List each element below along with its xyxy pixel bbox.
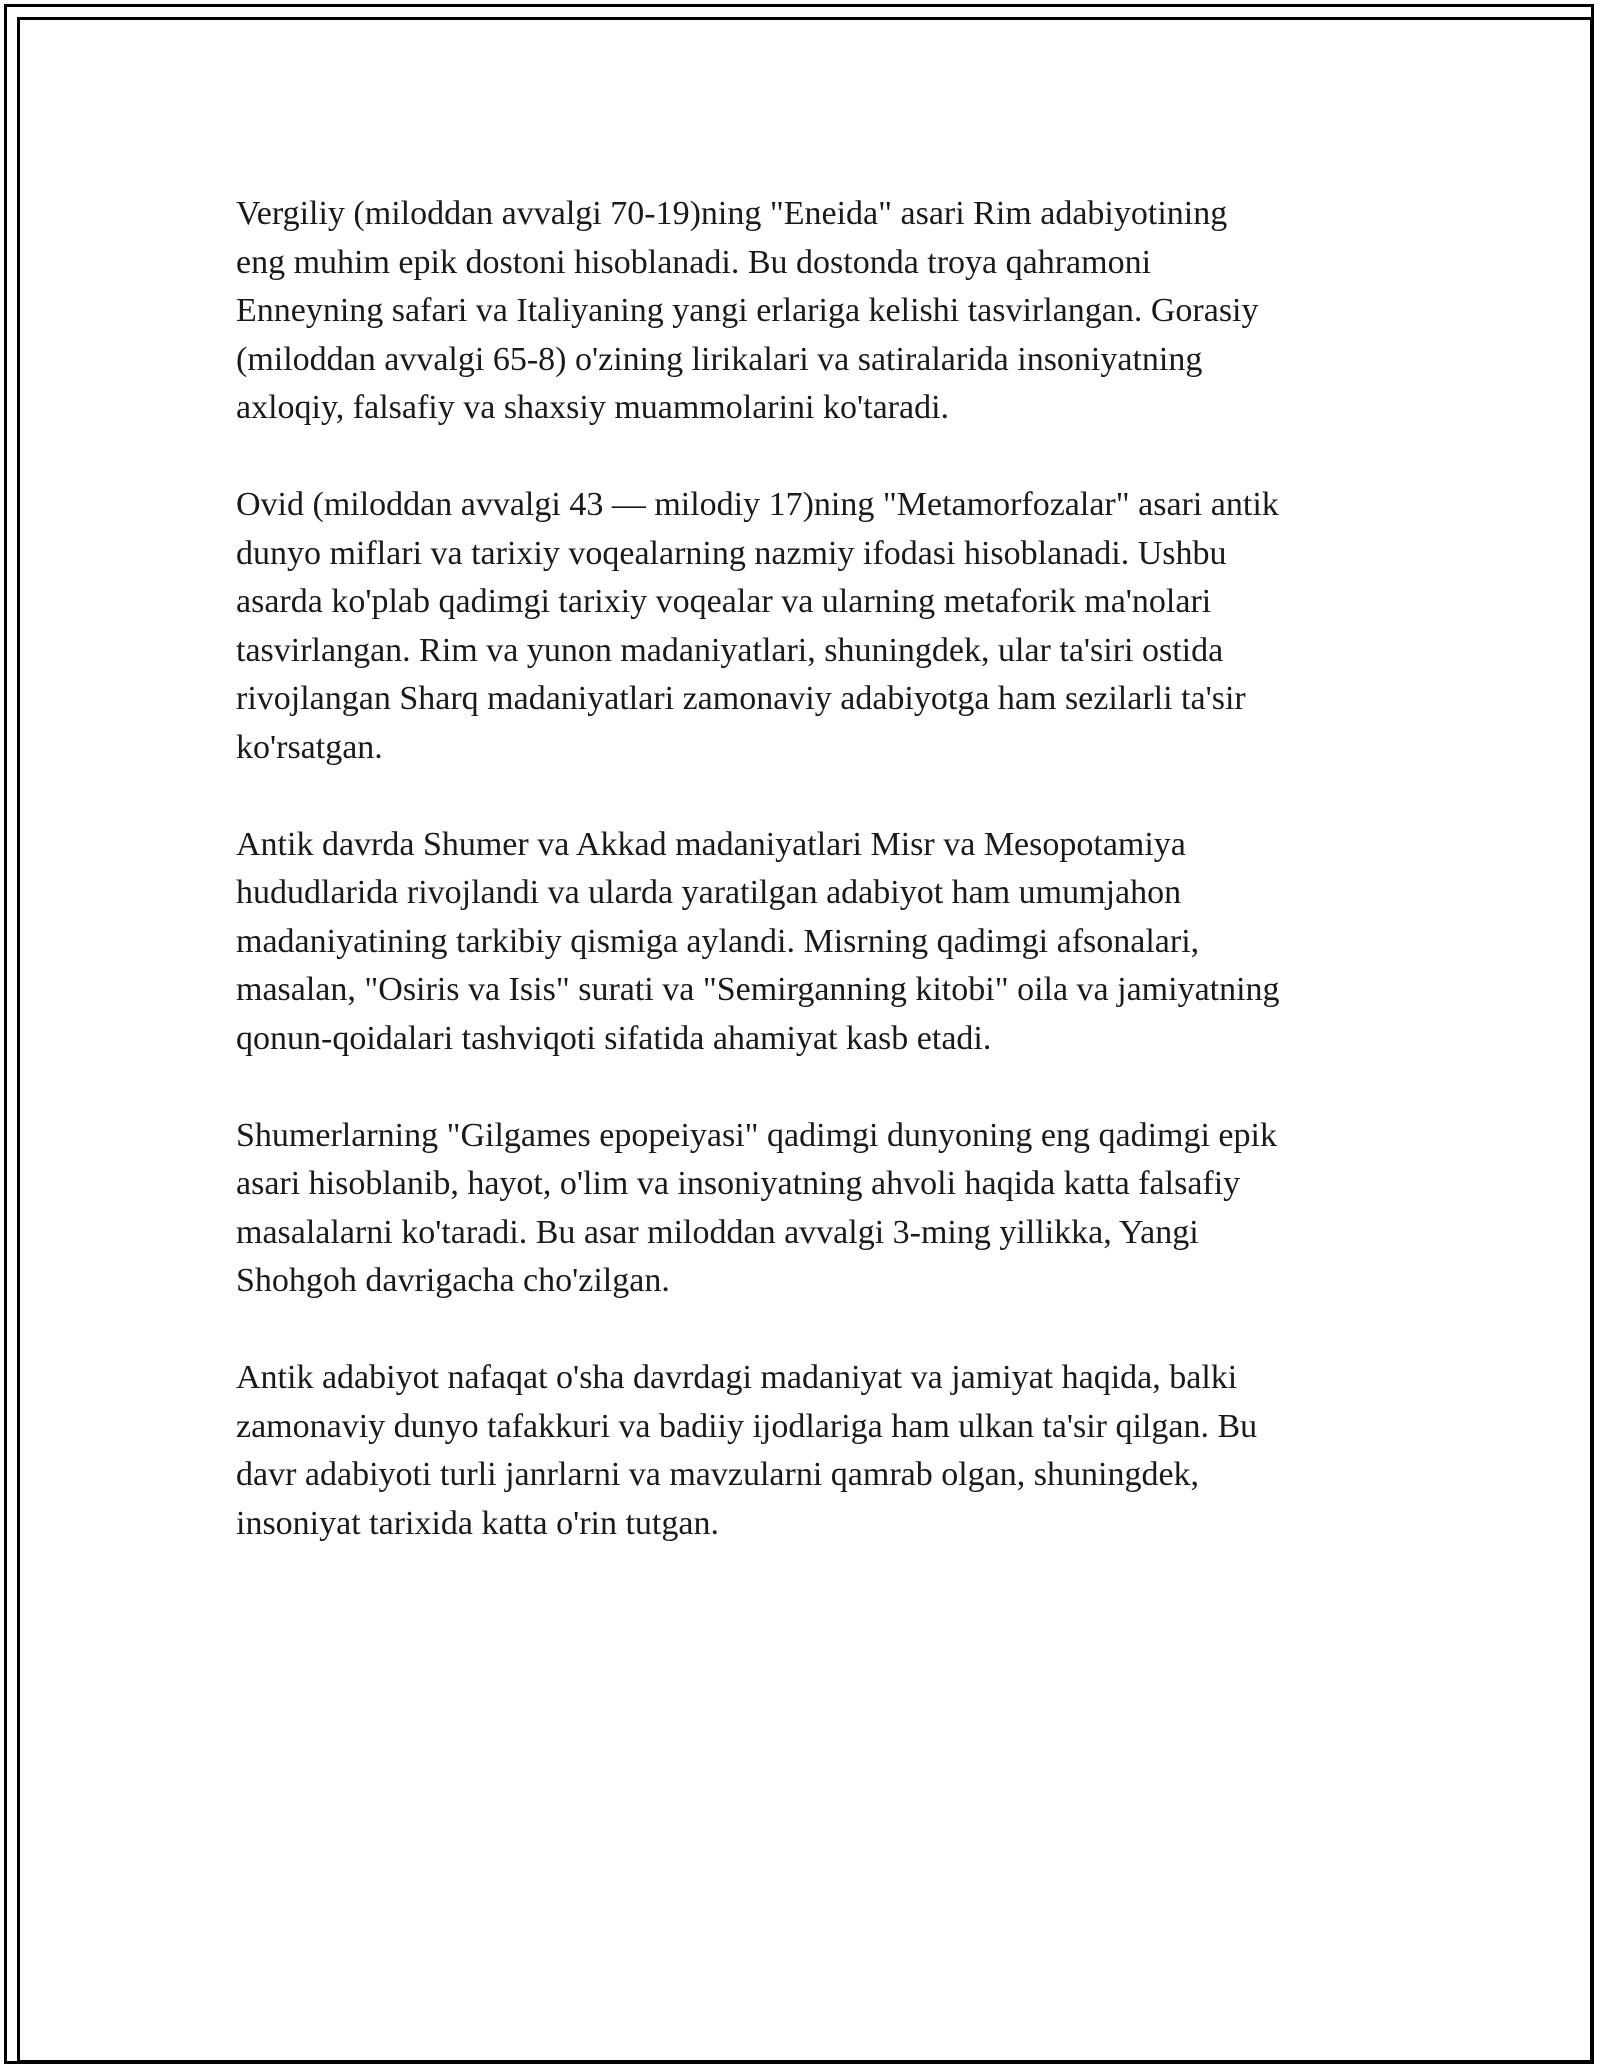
paragraph-vergiliy: Vergiliy (miloddan avvalgi 70-19)ning "Eneida" asari Rim adabiyotining eng muhim epik dostoni hisoblanadi. Bu dostonda troya qahramoni Enneyning safari va Italiyaning yangi erlariga kelishi tasvirlangan. Gorasiy (miloddan avvalgi 65-8) o'zining lirikalari va satiralarida insoniyatning axloqiy, falsafiy va shaxsiy muammolarini ko'taradi. (236, 195, 1259, 426)
paragraph-antik-adabiyot: Antik adabiyot nafaqat o'sha davrdagi madaniyat va jamiyat haqida, balki zamonaviy dunyo tafakkuri va badiiy ijodlariga ham ulkan ta'sir qilgan. Bu davr adabiyoti turli janrlarni va mavzularni qamrab olgan, shuningdek, insoniyat tarixida katta o'rin tutgan. (236, 1359, 1258, 1542)
paragraph-ovid: Ovid (miloddan avvalgi 43 — milodiy 17)ning "Metamorfozalar" asari antik dunyo miflari va tarixiy voqealarning nazmiy ifodasi hisoblanadi. Ushbu asarda ko'plab qadimgi tarixiy voqealar va ularning metaforik ma'nolari tasvirlangan. Rim va yunon madaniyatlari, shuningdek, ular ta'siri ostida rivojlangan Sharq madaniyatlari zamonaviy adabiyotga ham sezilarli ta'sir ko'rsatgan. (236, 486, 1279, 766)
paragraph-shumer-akkad: Antik davrda Shumer va Akkad madaniyatlari Misr va Mesopotamiya hududlarida rivojlandi va ularda yaratilgan adabiyot ham umumjahon madaniyatining tarkibiy qismiga aylandi. Misrning qadimgi afsonalari, masalan, "Osiris va Isis" surati va "Semirganning kitobi" oila va jamiyatning qonun-qoidalari tashviqoti sifatida ahamiyat kasb etadi. (236, 825, 1280, 1057)
paragraph-gilgames: Shumerlarning "Gilgames epopeiyasi" qadimgi dunyoning eng qadimgi epik asari hisoblanib, hayot, o'lim va insoniyatning ahvoli haqida katta falsafiy masalalarni ko'taradi. Bu asar miloddan avvalgi 3-ming yillikka, Yangi Shohgoh davrigacha cho'zilgan. (236, 1116, 1277, 1299)
document-body (236, 190, 1376, 1597)
